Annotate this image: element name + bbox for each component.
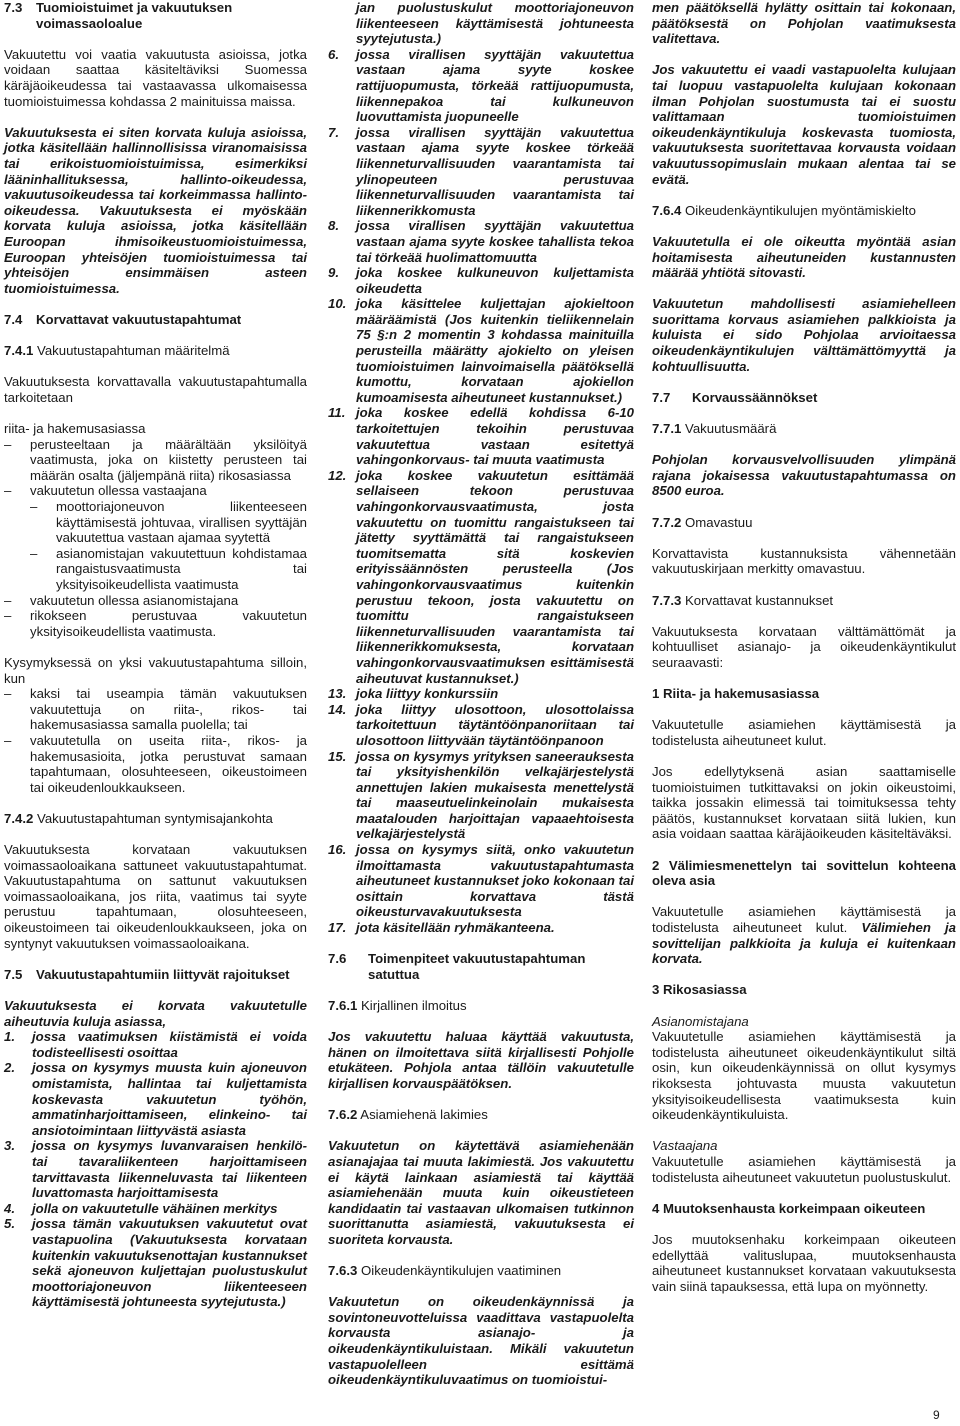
paragraph: Korvattavista kustannuksista vähennetään vakuutuskirjaan merkitty omavastuu. xyxy=(652,545,956,577)
section-number: 7.4 xyxy=(4,311,23,327)
numbered-list xyxy=(4,1029,307,1310)
paragraph: Vakuutuksesta ei korvata vakuutetulle aiheutuvia kuluja asiassa, xyxy=(4,998,307,1029)
paragraph: Vakuutuksesta korvataan välttämättömät ja kohtuulliset asianajo- ja oikeudenkäyntikulut seuraavasti: xyxy=(652,623,956,670)
subheading-vastaajana: Vastaajana xyxy=(652,1138,718,1154)
list-item: 16. jossa on kysymys siitä, onko vakuutetun ilmoittamasta vakuutustapahtumasta aiheutuneet kustannukset joko kokonaan tai osittain korvattava tästä oikeusturvavakuutuksesta xyxy=(328,842,634,920)
subsection-7-7-1-heading: 7.7.1 Vakuutusmäärä xyxy=(652,421,777,437)
paragraph: Vakuutetulla ei ole oikeutta myöntää asian hoitamisesta aiheutuneiden kustannusten määrää yhtiötä sitovasti. xyxy=(652,233,956,281)
list-item: – vakuutetulla on useita riita-, rikos- ja hakemusasioita, jotka perustuvat samaan tapahtumaan, olosuhteeseen, oikeustoimeen tai oikeudenloukkaukseen. xyxy=(4,732,307,795)
section-number: 7.6 xyxy=(328,951,347,967)
paragraph: Vakuutetulle asiamiehen käyttämisestä ja todistelusta aiheutuneet kulut. xyxy=(652,717,956,748)
subsection-7-6-4-heading: 7.6.4 Oikeudenkäyntikulujen myöntämiskielto xyxy=(652,202,916,218)
paragraph: Jos edellytyksenä asian saattamiselle tuomioistuimen tutkittavaksi on jokin oikeustoimi, taikka jossakin elimessä tai toimituksessa tehty päätös, kustannukset korvataan siitä lukien, kun asia voidaan saattaa käräjäoikeuden käsiteltäväksi. xyxy=(652,764,956,842)
list-item: – vakuutetun ollessa asianomistajana xyxy=(4,592,239,608)
section-title: Toimenpiteet vakuutustapahtuman satuttua xyxy=(368,951,586,982)
list-item: 13. joka liittyy konkurssiin xyxy=(328,686,499,702)
heading-muutoksenhaku: 4 Muutoksenhausta korkeimpaan oikeuteen xyxy=(652,1200,926,1216)
paragraph: Jos vakuutettu ei vaadi vastapuolelta kulujaan tai luopuu vastapuolelta kulujaan kokonaan ilman Pohjolan suostumusta tai ei suostu valittamaan tuomioistuimen oikeudenkäyntikuluja koskevasta tuomiosta, vakuutuksesta suoritettavaa korvausta voidaan vakuutussopimuslain mukaan alentaa tai se evätä. xyxy=(652,62,956,187)
section-7-6-heading xyxy=(328,951,634,982)
subsection-7-7-3-heading: 7.7.3 Korvattavat kustannukset xyxy=(652,592,834,608)
section-number: 7.7 xyxy=(652,389,671,405)
dash-list xyxy=(4,686,307,795)
paragraph: Vakuutetulle asiamiehen käyttämisestä ja todistelusta aiheutuneet vakuutetun puolustuskulut. xyxy=(652,1153,956,1185)
paragraph: Vakuutuksesta ei siten korvata kuluja asioissa, jotka käsitellään hallinnollisissa viranomaisissa tai erikoistuomioistuimissa, esimerkiksi lääninhallituksessa, hallinto-oikeudessa, vakuutusoikeudessa tai korkeimmassa hallinto-oikeudessa. Vakuutuksesta ei myöskään korvata kuluja asioissa, jotka käsitellään Euroopan ihmisoikeustuomioistuimessa, Euroopan yhteisöjen tuomioistuimessa tai yhteisöjen ensimmäisen asteen tuomioistuimessa. xyxy=(4,124,307,296)
list-item: 1. jossa vaatimuksen kiistämistä ei voida todisteellisesti osoittaa xyxy=(4,1029,307,1060)
section-number: 7.5 xyxy=(4,966,23,982)
list-item: 2. jossa on kysymys muusta kuin ajoneuvon omistamista, hallintaa tai kuljettamista koskevasta vakuutetun työhön, ammatinharjoittamiseen, elinkeino- tai ansiotoimintaan liittyvästä asiasta xyxy=(4,1060,307,1138)
list-item: 11. joka koskee edellä kohdissa 6-10 tarkoitettujen tekoihin perustuvaa vakuutettua vastaan esitettyä vahingonkorvaus- tai muuta vaatimusta xyxy=(328,405,634,468)
heading-valimies: 2 Välimiesmenettelyn tai sovittelun kohteena oleva asia xyxy=(652,857,956,889)
section-title: Korvaussäännökset xyxy=(692,389,818,405)
paragraph: Vakuutuksesta korvattavalla vakuutustapahtumalla tarkoitetaan xyxy=(4,374,307,405)
paragraph: Jos vakuutettu haluaa käyttää vakuutusta, hänen on ilmoitettava siitä kirjallisesti Pohjolle etukäteen. Pohjola antaa tällöin vakuutetulle kirjallisen korvauspäätöksen. xyxy=(328,1029,634,1091)
list-item: 10. joka käsittelee kuljettajan ajokieltoon määräämistä (Jos kuitenkin tieliikennelain 75 §:n 2 momentin 3 kohdassa mainituilla perusteilla määrätty ajokielto on yleisen tuomioistuimen lainvoimaisella päätöksellä kumottu, korvataan ajokiellon kumoamisesta aiheutuneet kustannukset.) xyxy=(328,296,634,405)
dash-list-nested xyxy=(4,499,307,593)
paragraph: Pohjolan korvausvelvollisuuden ylimpänä rajana jokaisessa vakuutustapahtumassa on 8500 euroa. xyxy=(652,452,956,499)
subsection-7-6-1-heading: 7.6.1 Kirjallinen ilmoitus xyxy=(328,998,467,1013)
list-item: 15. jossa on kysymys yrityksen saneerauksesta tai yksityishenkilön velkajärjestelystä annettujen lakien mukaisesta menettelystä tai maaseutuelinkeinolain mukaisesta maatalouden harjoittajan vapaaehtoisesta velkajärjestelystä xyxy=(328,748,634,842)
list-item: 5. jossa tämän vakuutuksen vakuutetut ovat vastapuolina (Vakuutuksesta korvataan kuitenkin vakuutuksenottajan kustannukset sekä ajoneuvon kuljettajan puolustuskulut moottoriajoneuvon liikenteeseen käyttämisestä johtuneesta syytejutusta.) xyxy=(4,1216,307,1310)
paragraph: Vakuutetun mahdollisesti asiamiehelleen suorittama korvaus asiamiehen palkkioista ja kuluista ei sido Pohjolaa arvioitaessa oikeudenkäyntikulujen välttämättömyyttä ja kohtuullisuutta. xyxy=(652,296,956,374)
paragraph: Vakuutetun on käytettävä asiamiehenään asianajajaa tai muuta lakimiestä. Jos vakuutettu ei käytä lainkaan asiamiestä tai käyttää asiamiehenään muuta kuin oikeustieteen kandidaatin tai vastaavan ulkomaisen tutkinnon suorittanutta asiamiestä, vakuutuksesta ei suoriteta korvausta. xyxy=(328,1138,634,1247)
list-item: 12. joka koskee vakuutetun esittämää sellaiseen tekoon perustuvaa vahingonkorvausvaatimusta, josta vakuutettu on tuomittu rangaistukseen tai jätetty syyttämättä tai rangaistukseen tuomitsematta sitä koskevien erityissäännösten perusteella (Jos vahingonkorvausvaatimus kuitenkin perustuu tekoon, josta vakuutettu on tuomittu rangaistukseen liikenneturvallisuuden vaarantamista tai liikennerikkomuksesta, korvataan vahingonkorvausvaatimuksen esittämisestä aiheutuvat kustannukset.) xyxy=(328,467,634,686)
section-7-3-heading xyxy=(4,0,307,31)
page-number: 9 xyxy=(933,1408,940,1422)
list-item: 17. jota käsitellään ryhmäkanteena. xyxy=(328,920,555,936)
column-left xyxy=(4,0,307,1310)
list-item: 4. jolla on vakuutetulle vähäinen merkitys xyxy=(4,1200,278,1216)
section-title: Vakuutustapahtumiin liittyvät rajoitukset xyxy=(36,966,290,982)
list-item: – kaksi tai useampia tämän vakuutuksen vakuutettuja on riita-, rikos- tai hakemusasiassa samalla puolella; tai xyxy=(4,686,307,733)
list-item: 3. jossa on kysymys luvanvaraisen henkilö- tai tavaraliikenteen harjoittamiseen tarvittavasta liikenneluvasta tai liikenteen luvattomasta harjoittamisesta xyxy=(4,1138,307,1201)
subheading-asianomistajana: Asianomistajana xyxy=(652,1013,749,1029)
paragraph: Vakuutettu voi vaatia vakuutusta asioissa, jotka voidaan saattaa käsiteltäviksi Suomessa käräjäoikeudessa tai vastaavassa ulkomaisessa tuomioistuimessa kohdassa 2 mainituissa maissa. xyxy=(4,46,307,109)
subsection-7-4-1-heading: 7.4.1 Vakuutustapahtuman määritelmä xyxy=(4,343,230,359)
paragraph: Jos muutoksenhaku korkeimpaan oikeuteen edellyttää valituslupaa, muutoksenhausta aiheutuneet kustannukset korvataan vakuutuksesta vain siinä tapauksessa, että lupa on myönnetty. xyxy=(652,1231,956,1294)
paragraph: Kysymyksessä on yksi vakuutustapahtuma silloin, kun xyxy=(4,654,307,686)
heading-riita: 1 Riita- ja hakemusasiassa xyxy=(652,686,820,702)
column-right xyxy=(652,0,956,1294)
numbered-list xyxy=(328,47,634,936)
section-title: Tuomioistuimet ja vakuutuksen voimassaoloalue xyxy=(36,0,233,31)
heading-rikos: 3 Rikosasiassa xyxy=(652,982,747,998)
subsection-7-7-2-heading: 7.7.2 Omavastuu xyxy=(652,514,753,530)
paragraph: Vakuutetulle asiamiehen käyttämisestä ja todistelusta aiheutuneet oikeudenkäyntikulut siltä osin, kun oikeudenkäynnissä on ollut kysymys rikoksesta johtuvasta muusta vakuutetun yksityisoikeudellisesta vaatimuksesta kuin oikeudenkäyntikuluista. xyxy=(652,1029,956,1123)
list-item: 14. joka liittyy ulosottoon, ulosottolaissa tarkoitettuun täytäntöönpanoriitaan tai ulosottoon liittyvään täytäntöönpanoon xyxy=(328,701,634,748)
list-continuation: jan puolustuskulut moottoriajoneuvon liikenteeseen käyttämisestä johtuneesta syytejutusta.) xyxy=(356,0,634,47)
list-item: 6. jossa virallisen syyttäjän vakuutettua vastaan ajama syyte koskee rattijuopumusta, törkeää rattijuopumusta, liikennepakoa tai kulkuneuvon luovuttamista juopuneelle xyxy=(328,46,634,125)
paragraph: men päätöksellä hylätty osittain tai kokonaan, päätöksestä on Pohjolan vaatimuksesta valitettava. xyxy=(652,0,956,47)
paragraph: riita- ja hakemusasiassa xyxy=(4,421,146,437)
section-7-4-heading xyxy=(4,312,307,328)
section-title: Korvattavat vakuutustapahtumat xyxy=(36,311,242,327)
paragraph: Vakuutuksesta korvataan vakuutuksen voimassaoloaikana sattuneet vakuutustapahtumat. Vakuutustapahtuma on sattunut vakuutuksen voimassaoloaikana, jos riita, vaatimus tai syyte perustuu tapahtumaan, olosuhteeseen, oikeustoimeen tai oikeudenloukkaukseen, joka on syntynyt vakuutuksen voimassaoloaikana. xyxy=(4,842,307,951)
dash-list xyxy=(4,437,307,499)
list-item: 7. jossa virallisen syyttäjän vakuutettua vastaan ajama syyte koskee törkeää liikenneturvallisuuden vaarantamista tai ylinopeuteen perustuvaa liikenneturvallisuuden vaarantamista tai liikennerikkomusta xyxy=(328,124,634,218)
section-7-7-heading xyxy=(652,390,956,406)
column-middle xyxy=(328,0,634,1388)
list-item: 9. joka koskee kulkuneuvon kuljettamista oikeudetta xyxy=(328,265,634,296)
list-item: – moottoriajoneuvon liikenteeseen käyttämisestä johtuvaa, virallisen syyttäjän vakuutettua vastaan ajamaa syytettä xyxy=(30,499,307,546)
list-item: – asianomistajan vakuutettuun kohdistamaa rangaistusvaatimusta tai yksityisoikeudellista vaatimusta xyxy=(30,545,307,592)
paragraph: Vakuutetun on oikeudenkäynnissä ja sovintoneuvotteluissa vaadittava vastapuolelta korvausta asianajo- ja oikeudenkäyntikuluistaan. Mikäli vakuutetun vastapuolelleen esittämä oikeudenkäyntikuluvaatimus on tuomioistui- xyxy=(328,1294,634,1388)
list-item: – rikokseen perustuvaa vakuutetun yksityisoikeudellista vaatimusta. xyxy=(4,608,307,639)
section-number: 7.3 xyxy=(4,0,23,15)
list-item: 8. jossa virallisen syyttäjän vakuutettua vastaan ajama syyte koskee tahallista tekoa tai törkeää huolimattomuutta xyxy=(328,218,634,265)
subsection-7-6-3-heading: 7.6.3 Oikeudenkäyntikulujen vaatiminen xyxy=(328,1263,562,1279)
subsection-7-4-2-heading: 7.4.2 Vakuutustapahtuman syntymisajankohta xyxy=(4,810,273,826)
paragraph: Vakuutetulle asiamiehen käyttämisestä ja todistelusta aiheutuneet kulut. Välimiehen ja sovittelijan palkkioita ja kuluja ei kuitenkaan korvata. xyxy=(652,904,956,967)
dash-list xyxy=(4,593,307,640)
section-7-5-heading xyxy=(4,967,307,983)
list-item: – vakuutetun ollessa vastaajana xyxy=(4,483,207,499)
subsection-7-6-2-heading: 7.6.2 Asiamiehenä lakimies xyxy=(328,1107,488,1123)
list-item: – perusteeltaan ja määrältään yksilöityä vaatimusta, joka on kiistetty perusteen tai määrän osalta (jäljempänä riita) rikosasiassa xyxy=(4,436,307,483)
